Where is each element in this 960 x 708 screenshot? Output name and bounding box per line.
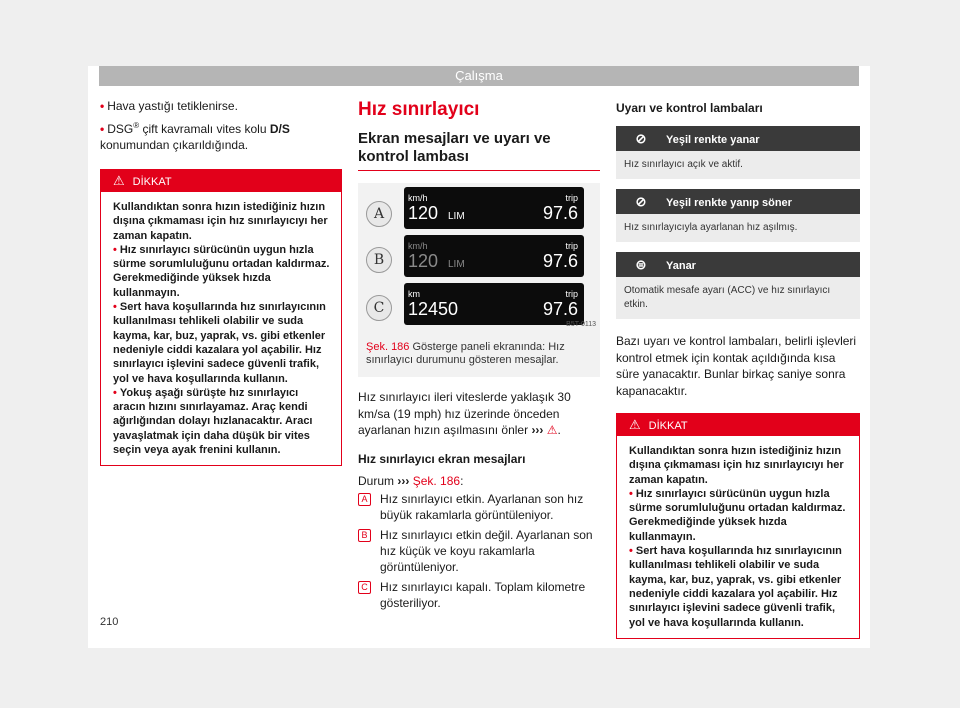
section-header: Çalışma bbox=[99, 66, 859, 86]
label-a: A bbox=[366, 201, 392, 227]
paragraph: Hız sınırlayıcı ileri viteslerde yaklaşık 30 km/sa (19 mph) hız üzerinde önceden ayarlanan hızın aşılmasını önler ››› ⚠. bbox=[358, 390, 571, 437]
warning-header: ⚠ DİKKAT bbox=[101, 170, 341, 192]
warning-body: Kullandıktan sonra hızın istediğiniz hızın dışına çıkmaması için hız sınırlayıcıyı her zaman kapatın. • Hız sınırlayıcı sürücünün uygun hızla sürme sorumluluğunu ortadan kaldırmaz. Gerekmediğinde yüksek hızda kullanmayın. • Sert hava koşullarında hız sınırlayıcının kullanılması tehlikeli olabilir ve suda kayma, kar, buz, yaprak, vs. gibi etkenler nedeniyle ciddi kazalara yol açabilir. Hız sınırlayıcı işlevini sadece güvenli trafik, yol ve hava koşullarında kullanın. bbox=[629, 445, 846, 629]
bullet-icon: • bbox=[629, 487, 633, 500]
label-c: C bbox=[366, 295, 392, 321]
warning-body: Kullandıktan sonra hızın istediğiniz hızın dışına çıkmaması için hız sınırlayıcıyı her zaman kapatın. • Hız sınırlayıcı sürücünün uygun hızla sürme sorumluluğunu ortadan kaldırmaz. Gerekmediğinde yüksek hızda kullanmayın. • Sert hava koşullarında hız sınırlayıcının kullanılması tehlikeli olabilir ve suda kayma, kar, buz, yaprak, vs. gibi etkenler nedeniyle ciddi kazalara yol açabilir. Hız sınırlayıcı işlevini sadece güvenli trafik, yol ve hava koşullarında kullanın. • Yokuş aşağı sürüşte hız sınırlayıcı aracın hızını sınırlayamaz. Araç kendi ağırlığından dolayı hızlanacaktır. Aracı yavaşlatmak için daha düşük bir vites seçin veya ayak frenini kullanın. bbox=[113, 201, 330, 457]
subheading: Hız sınırlayıcı ekran mesajları bbox=[358, 451, 526, 466]
warning-triangle-icon: ⚠ bbox=[113, 173, 125, 188]
right-column bbox=[616, 98, 860, 639]
bullet-icon: • bbox=[100, 99, 105, 113]
indicator-light-block: ⊘ Yeşil renkte yanar Hız sınırlayıcı açık ve aktif. bbox=[616, 126, 860, 179]
figure bbox=[358, 183, 600, 377]
display-panel-b: km/h 120 LIM trip 97.6 bbox=[404, 235, 584, 277]
speed-limiter-icon: LIM bbox=[448, 259, 465, 270]
list-item: A Hız sınırlayıcı etkin. Ayarlanan son hız büyük rakamlarla görüntüleniyor. bbox=[358, 491, 600, 523]
speed-limiter-icon: ⊘ bbox=[635, 194, 647, 209]
display-panel-a: km/h 120 LIM trip 97.6 bbox=[404, 187, 584, 229]
list-item: C Hız sınırlayıcı kapalı. Toplam kilometre gösteriliyor. bbox=[358, 579, 600, 611]
acc-lim-icon: ⊜ bbox=[635, 257, 647, 272]
dashboard-illustration bbox=[358, 183, 600, 335]
figure-caption: Şek. 186 Gösterge paneli ekranında: Hız sınırlayıcı durumunu gösteren mesajlar. bbox=[366, 341, 565, 366]
bullet-icon: • bbox=[113, 301, 117, 314]
subsection-title: Ekran mesajları ve uyarı ve kontrol lambası bbox=[358, 130, 600, 171]
bullet-icon: • bbox=[113, 243, 117, 256]
warning-box bbox=[616, 413, 860, 639]
speed-limiter-icon: ⊘ bbox=[635, 131, 647, 146]
warning-box bbox=[100, 169, 342, 466]
bullet-icon: • bbox=[100, 122, 105, 136]
list-item: B Hız sınırlayıcı etkin değil. Ayarlanan son hız küçük ve koyu rakamlarla görüntüleniyor. bbox=[358, 527, 600, 575]
middle-column bbox=[358, 98, 600, 611]
bullet-icon: • bbox=[113, 386, 117, 399]
section-title: Hız sınırlayıcı bbox=[358, 99, 480, 120]
figure-code: B5T-0113 bbox=[566, 321, 596, 328]
list-item: • Hava yastığı tetiklenirse. bbox=[100, 99, 238, 113]
left-column bbox=[100, 98, 342, 466]
bullet-icon: • bbox=[629, 545, 633, 558]
reference-line: Durum ››› Şek. 186: bbox=[358, 473, 464, 488]
paragraph: Bazı uyarı ve kontrol lambaları, belirli işlevleri kontrol etmek için kontak açıldığında kısa süre yanacaktır. Bunlar birkaç saniye sonra kapanacaktır. bbox=[616, 334, 857, 398]
subheading: Uyarı ve kontrol lambaları bbox=[616, 101, 763, 115]
warning-header: ⚠ DİKKAT bbox=[617, 414, 859, 436]
indicator-light-block: ⊘ Yeşil renkte yanıp söner Hız sınırlayıcıyla ayarlanan hız aşılmış. bbox=[616, 189, 860, 242]
speed-limiter-icon: LIM bbox=[448, 211, 465, 222]
indicator-light-block: ⊜ Yanar Otomatik mesafe ayarı (ACC) ve hız sınırlayıcı etkin. bbox=[616, 252, 860, 319]
display-panel-c: km 12450 trip 97.6 bbox=[404, 283, 584, 325]
figure-link[interactable]: Şek. 186 bbox=[412, 473, 461, 488]
page-number: 210 bbox=[100, 616, 119, 628]
warning-triangle-icon: ⚠ bbox=[546, 423, 558, 437]
warning-triangle-icon: ⚠ bbox=[629, 417, 641, 432]
label-b: B bbox=[366, 247, 392, 273]
list-item: • DSG® çift kavramalı vites kolu D/S konumundan çıkarıldığında. bbox=[100, 121, 290, 152]
